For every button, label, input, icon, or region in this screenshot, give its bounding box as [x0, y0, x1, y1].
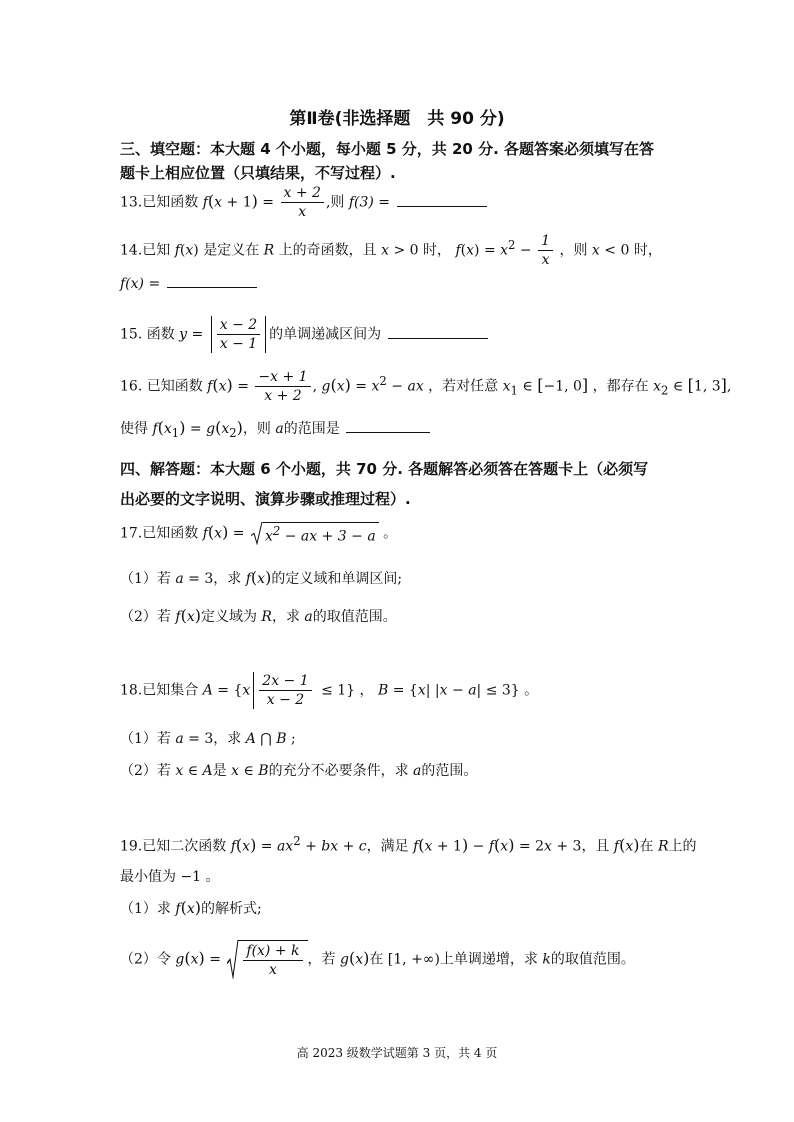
question-16-line2: 使得 $f(x_1) = g(x_2)$，则 a的范围是: [120, 418, 430, 440]
q13-answer-blank[interactable]: [397, 205, 487, 207]
question-18-part2: （2）若 x ∈ A是 x ∈ B的充分不必要条件，求 a的范围。: [120, 763, 478, 779]
question-19-part1: （1）求 f(x)的解析式;: [120, 898, 262, 917]
q15-answer-blank[interactable]: [388, 337, 488, 339]
section3-heading-line2: 题卡上相应位置（只填结果，不写过程）.: [120, 164, 396, 182]
q13-lead: 13.已知函数: [120, 194, 199, 211]
question-17-part2: （2）若 f(x)定义域为 R，求 a的取值范围。: [120, 606, 397, 625]
question-19-line2: 最小值为 −1 。: [120, 869, 220, 885]
question-17-part1: （1）若 a = 3，求 f(x)的定义域和单调区间;: [120, 568, 403, 587]
question-19: 19.已知二次函数 $f(x) = ax^2$ + bx + c，满足 f(x + 1) − f(x) = 2x + 3，且 f(x)在 R上的: [120, 834, 697, 855]
question-13: 13.已知函数 f(x + 1) = $\frac{x + 2}{x}$ ,则 f(3) =: [120, 184, 487, 221]
question-15: 15. 函数 y = $\frac{x - 2}{x - 1}$ 的单调递减区间为: [120, 316, 488, 353]
question-14: 14.已知 f(x) 是定义在 R 上的奇函数，且 x > 0 时， $f(x) = x^2$ − $\frac{1}{x}$ ，则 x < 0 时，: [120, 233, 662, 268]
q14-answer-blank[interactable]: [167, 286, 257, 288]
page-footer: 高 2023 级数学试题第 3 页，共 4 页: [296, 1046, 498, 1060]
sqrt-symbol: $x^2$ − ax + 3 − a: [251, 522, 379, 545]
page-title: 第Ⅱ卷(非选择题 共 90 分): [289, 109, 505, 129]
question-18-part1: （1）若 a = 3，求 A ⋂ B ;: [120, 731, 296, 747]
question-16: 16. 已知函数 f(x) = $\frac{-x + 1}{x + 2}$ , $g(x) = x^2$ − ax ，若对任意 $x_1$ ∈ [−1, 0] ，都存在 $x_2$ ∈ [1, 3],: [120, 369, 732, 404]
question-14-answer: f(x) =: [120, 276, 257, 292]
sqrt-symbol-2: $\frac{f(x) + k}{x}$: [227, 940, 307, 979]
section4-heading-line1: 四、解答题：本大题 6 个小题，共 70 分. 各题解答必须答在答题卡上（必须写: [120, 460, 649, 478]
q13-then: ,则: [325, 194, 345, 211]
question-19-part2: （2）令 g(x) = $\frac{f(x) + k}{x}$ ，若 g(x)在 [1, +∞)上单调递增，求 k的取值范围。: [120, 940, 635, 979]
question-18: 18.已知集合 A = {x $\frac{2x - 1}{x - 2}$ ≤ 1} ， B = {x| |x − a| ≤ 3} 。: [120, 673, 539, 708]
section4-heading-line2: 出必要的文字说明、演算步骤或推理过程）.: [120, 490, 411, 508]
q13-ask: f(3) =: [348, 194, 391, 211]
question-17: 17.已知函数 f(x) = $x^2$ − ax + 3 − a 。: [120, 522, 398, 545]
q16-answer-blank[interactable]: [346, 431, 430, 433]
section3-heading-line1: 三、填空题：本大题 4 个小题，每小题 5 分，共 20 分. 各题答案必须填写在答: [120, 140, 655, 158]
